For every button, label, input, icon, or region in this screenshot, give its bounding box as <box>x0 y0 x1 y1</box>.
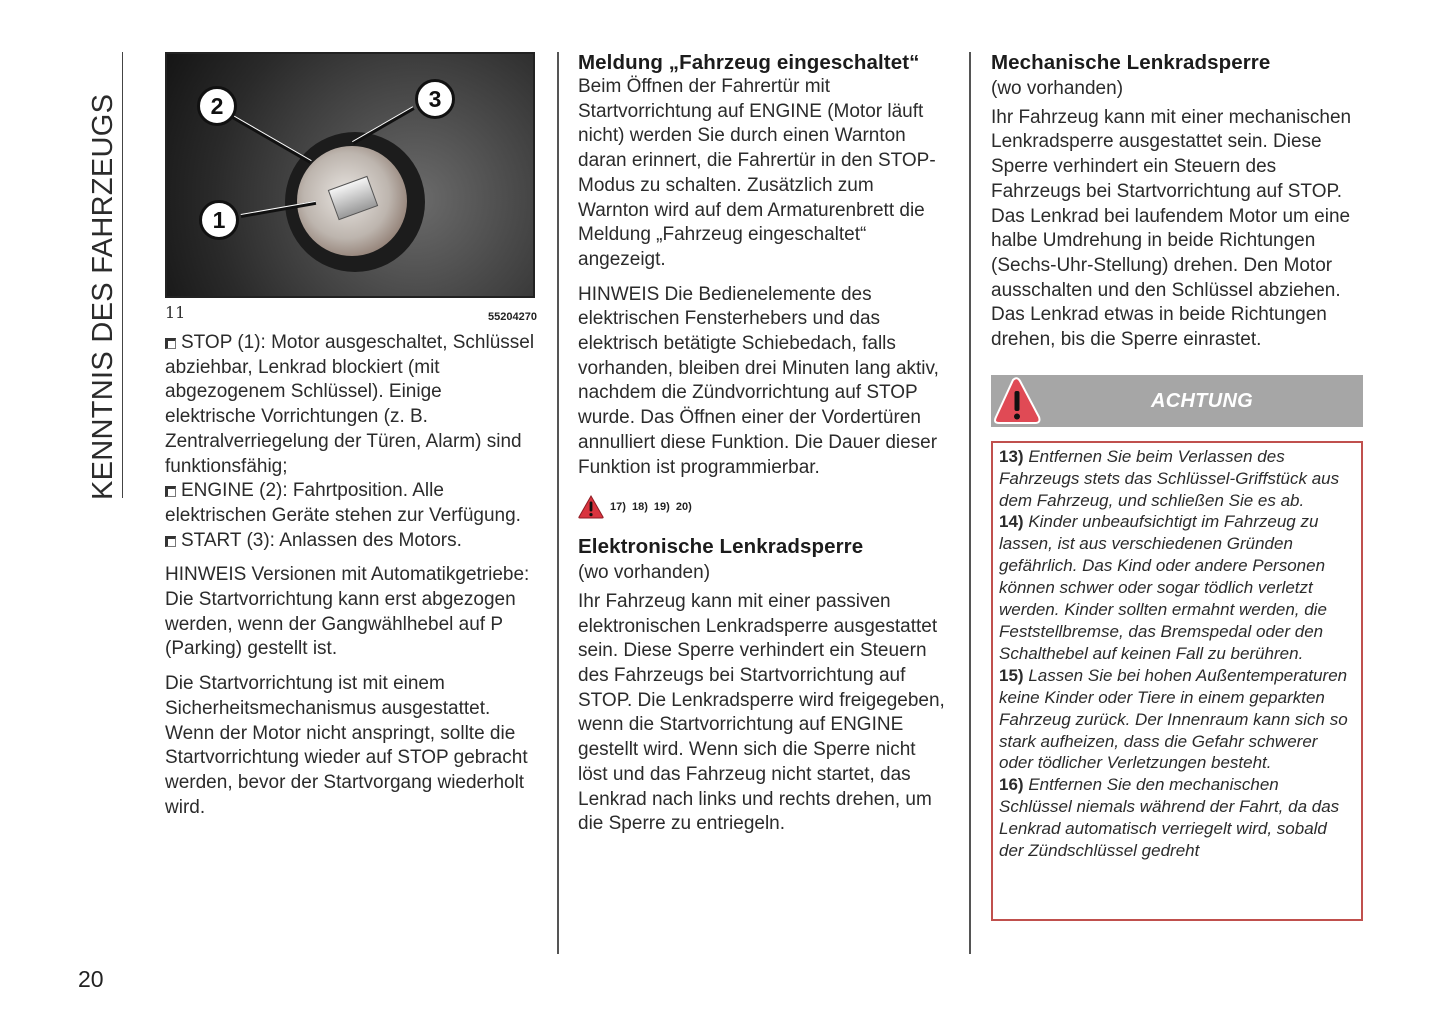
section-title <box>83 52 123 500</box>
note-paragraph: HINWEIS Versionen mit Automatikgetriebe: Die Startvorrichtung kann erst abgezogen werden, wenn der Gangwählhebel auf P (Parking) gestellt ist. <box>165 564 530 660</box>
figure-number: 11 <box>165 303 186 322</box>
section-title-text: KENNTNIS DES FAHRZEUGS <box>87 93 119 500</box>
warning-item: 13) Entfernen Sie beim Verlassen des Fahrzeugs stets das Schlüssel-Griffstück aus dem Fahrzeug, und schließen Sie es ab. <box>999 446 1340 510</box>
warning-header-bar <box>991 375 1363 427</box>
heading-electronic-steering-lock: Elektronische Lenkradsperre <box>578 535 864 559</box>
list-item: START (3): Anlassen des Motors. <box>165 529 537 554</box>
callout-badge-2: 2 <box>197 86 237 126</box>
body-paragraph: Die Startvorrichtung ist mit einem Sicherheitsmechanismus ausgestattet. Wenn der Motor nicht anspringt, sollte die Startvorrichtung wieder auf STOP gebracht werden, bevor der Startvorgang wiederholt wird. <box>165 673 528 818</box>
figure-code: 55204270 <box>488 311 537 323</box>
warning-title: ACHTUNG <box>1150 389 1254 412</box>
page-number: 20 <box>78 966 104 992</box>
warning-triangle-icon <box>578 495 604 519</box>
column-divider <box>969 52 971 954</box>
warning-item: 14) Kinder unbeaufsichtigt im Fahrzeug zu lassen, ist aus verschiedenen Gründen gefährlich. Das Kind oder andere Personen können schwer oder sogar tödlich verletzt werden. Kinder sollten ermahnt werden, die Feststellbremse, das Bremspedal oder den Schalthebel auf keinen Fall zu berühren. <box>999 512 1327 663</box>
subheading-availability: (wo vorhanden) <box>578 562 711 584</box>
callout-badge-1: 1 <box>199 200 239 240</box>
column-2 <box>578 50 950 837</box>
warning-item: 16) Entfernen Sie den mechanischen Schlüssel niemals während der Fahrt, da das Lenkrad automatisch verriegelt wird, sobald der Zündschlüssel gedreht <box>999 775 1340 861</box>
body-paragraph: Ihr Fahrzeug kann mit einer mechanischen Lenkradsperre ausgestattet sein. Diese Sperre verhindert ein Steuern des Fahrzeugs bei Startvorrichtung auf STOP. Das Lenkrad bei laufendem Motor um eine halbe Umdrehung in beide Richtungen (Sechs-Uhr-Stellung) drehen. Den Motor ausschalten und den Schlüssel abziehen. Das Lenkrad etwas in beide Richtungen drehen, bis die Sperre einrastet. <box>991 106 1352 351</box>
warning-references <box>578 494 950 520</box>
note-paragraph: HINWEIS Die Bedienelemente des elektrischen Fensterhebers und das elektrisch betätigte Schiebedach, falls vorhanden, bleiben drei Minuten lang aktiv, nachdem die Zündvorrichtung auf STOP wurde. Das Öffnen einer der Vordertüren annulliert diese Funktion. Die Dauer dieser Funktion ist programmierbar. <box>578 283 939 478</box>
warning-triangle-icon <box>993 377 1041 425</box>
section-title-rule <box>122 52 123 498</box>
body-paragraph: Beim Öffnen der Fahrertür mit Startvorrichtung auf ENGINE (Motor läuft nicht) werden Sie durch einen Warnton daran erinnert, die Fahrertür in den STOP-Modus zu schalten. Zusätzlich zum Warnton wird auf dem Armaturenbrett die Meldung „Fahrzeug eingeschaltet“ angezeigt. <box>578 76 936 270</box>
warning-item: 15) Lassen Sie bei hohen Außentemperaturen keine Kinder oder Tiere in einem geparkten Fahrzeug zurück. Der Innenraum kann sich so stark aufheizen, dass die Gefahr schwerer oder tödlicher Verletzungen besteht. <box>999 665 1348 773</box>
callout-badge-3: 3 <box>415 79 455 119</box>
warning-reference-numbers: 17) 18) 19) 20) <box>610 500 692 513</box>
body-paragraph: Ihr Fahrzeug kann mit einer passiven elektronischen Lenkradsperre ausgestattet sein. Diese Sperre verhindert ein Steuern des Fahrzeugs bei Startvorrichtung auf STOP. Die Lenkradsperre wird freigegeben, wenn die Startvorrichtung auf ENGINE gestellt wird. Wenn sich die Sperre nicht löst und das Fahrzeug nicht startet, das Lenkrad nach links und rechts drehen, um die Sperre zu entriegeln. <box>578 590 945 835</box>
heading-mechanical-steering-lock: Mechanische Lenkradsperre <box>991 51 1271 74</box>
subheading-availability: (wo vorhanden) <box>991 78 1124 99</box>
heading-vehicle-on-message: Meldung „Fahrzeug eingeschaltet“ <box>578 51 920 74</box>
checkbox-bullet-icon <box>165 536 176 547</box>
warning-box <box>991 441 1363 921</box>
column-1 <box>165 52 537 820</box>
list-item: STOP (1): Motor ausgeschaltet, Schlüssel abziehbar, Lenkrad blockiert (mit abgezogenem Schlüssel). Einige elektrische Vorrichtungen (z. B. Zentralverriegelung der Türen, Alarm) sind funktionsfähig; <box>165 332 535 477</box>
checkbox-bullet-icon <box>165 338 176 349</box>
figure-caption <box>165 301 537 323</box>
column-3 <box>991 50 1363 921</box>
column-divider <box>557 52 559 954</box>
callout-line-2 <box>230 114 312 163</box>
ignition-lock-photo <box>165 52 535 298</box>
list-item: ENGINE (2): Fahrtposition. Alle elektrischen Geräte stehen zur Verfügung. <box>165 480 521 526</box>
checkbox-bullet-icon <box>165 486 176 497</box>
